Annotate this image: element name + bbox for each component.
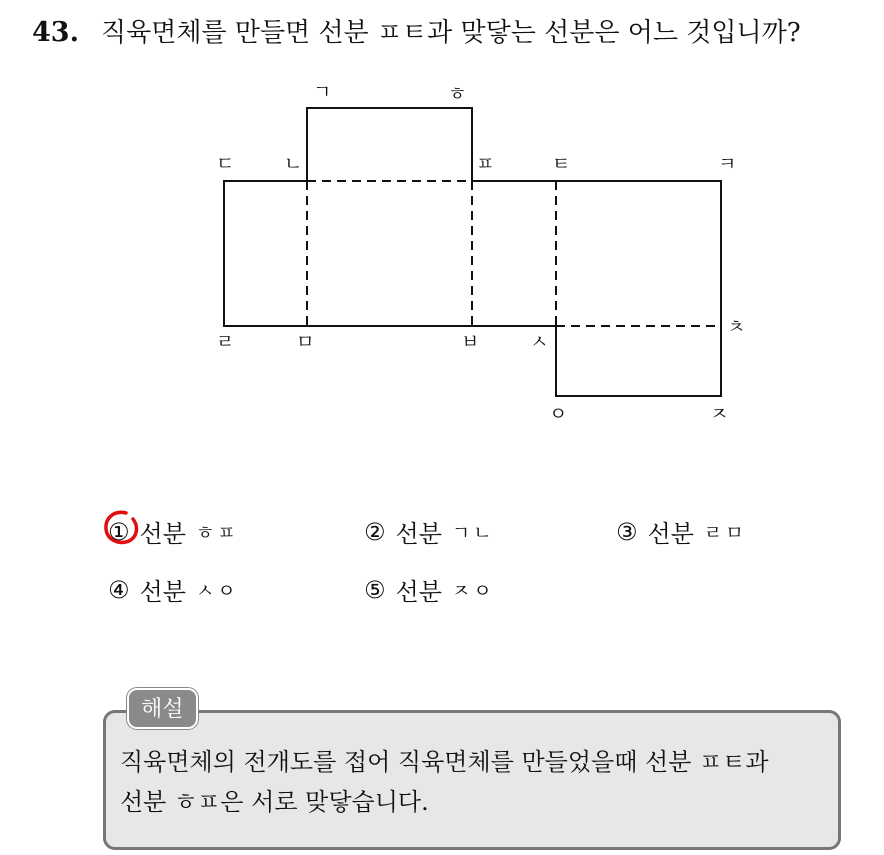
vertex-label-b: ㅂ [461,331,480,353]
explanation-line-2: 선분 ㅎㅍ은 서로 맞닿습니다. [120,788,429,816]
choice-mark: ④ [108,575,130,604]
choice-word: 선분 [395,520,442,548]
choice-value: ㄹㅁ [703,522,747,544]
vertex-label-k: ㅋ [718,153,737,175]
choice-mark: ① [108,517,130,546]
vertex-label-g: ㄱ [313,81,332,103]
choice-value: ㅈㅇ [451,580,495,602]
vertex-label-o: ㅇ [549,403,568,425]
explanation-tag: 해설 [127,688,198,729]
vertex-label-m: ㅁ [296,331,315,353]
right-outline [472,181,721,396]
vertex-label-t: ㅌ [552,153,571,175]
question-number: 43. [32,17,79,48]
vertex-label-j: ㅈ [710,403,729,425]
explanation-text [120,742,830,822]
choice-word: 선분 [647,520,694,548]
choice-value: ㅅㅇ [195,580,239,602]
vertex-label-d: ㄷ [216,153,235,175]
choice-mark: ③ [616,517,638,546]
explanation-line-1: 직육면체의 전개도를 접어 직육면체를 만들었을때 선분 ㅍㅌ과 [120,748,769,776]
choice-word: 선분 [139,578,186,606]
choice-5[interactable] [364,572,495,607]
vertex-label-h: ㅎ [448,83,467,105]
choice-2[interactable] [364,514,495,549]
choice-mark: ⑤ [364,575,386,604]
main-outline [224,181,556,326]
choice-3[interactable] [616,514,747,549]
top-flap-outline [307,108,472,181]
vertex-label-p: ㅍ [476,153,495,175]
choice-word: 선분 [395,578,442,606]
choice-1[interactable] [108,514,239,549]
vertex-label-n: ㄴ [284,153,303,175]
vertex-label-ch: ㅊ [727,316,746,338]
vertex-label-s: ㅅ [530,331,549,353]
choice-word: 선분 [139,520,186,548]
choice-mark: ② [364,517,386,546]
vertex-label-r: ㄹ [216,331,235,353]
choice-value: ㅎㅍ [195,522,239,544]
choice-4[interactable] [108,572,239,607]
choice-value: ㄱㄴ [451,522,495,544]
question-text: 직육면체를 만들면 선분 ㅍㅌ과 맞닿는 선분은 어느 것입니까? [100,18,801,48]
